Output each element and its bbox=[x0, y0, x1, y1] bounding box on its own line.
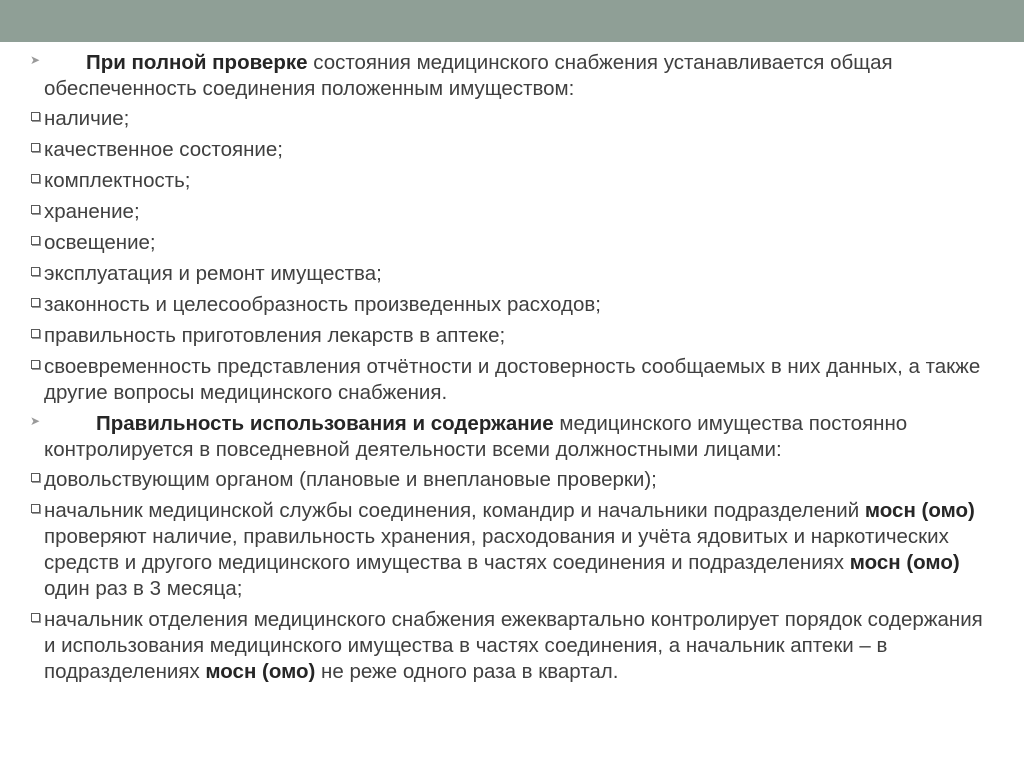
square-bullet-icon bbox=[31, 205, 40, 214]
list-item bbox=[30, 467, 990, 493]
paragraph-usage-control bbox=[30, 411, 990, 463]
list-item-text: наличие; bbox=[44, 107, 130, 130]
list-item bbox=[30, 292, 990, 318]
list-item-text: проверяют наличие, правильность хранения, расходования и учёта ядовитых и наркотических средств и другого медицинского имущества в частях соединения и подразделениях bbox=[44, 525, 949, 574]
square-bullet-icon bbox=[31, 473, 40, 482]
lead-bold-usage-control: Правильность использования и содержание bbox=[96, 412, 554, 435]
square-bullet-icon bbox=[31, 174, 40, 183]
unit-abbreviation: мосн (омо) bbox=[205, 660, 316, 683]
list-item-text: освещение; bbox=[44, 231, 156, 254]
square-bullet-icon bbox=[31, 298, 40, 307]
list-item bbox=[30, 168, 990, 194]
list-item-text: начальник отделения медицинского снабжения ежеквартально контролирует порядок содержания и использования медицинского имущества в частях соединения, а начальник аптеки – в подразделениях bbox=[44, 608, 983, 683]
arrow-bullet-icon: ➤ bbox=[30, 414, 41, 428]
lead-text-full-inspection: состояния медицинского снабжения устанавливается общая обеспеченность соединения положенным имуществом: bbox=[44, 51, 893, 100]
list-item bbox=[30, 498, 990, 602]
list-item-text: комплектность; bbox=[44, 169, 191, 192]
list-item-text: правильность приготовления лекарств в аптеке; bbox=[44, 324, 506, 347]
list-item bbox=[30, 261, 990, 287]
lead-bold-full-inspection: При полной проверке bbox=[86, 51, 308, 74]
square-bullet-icon bbox=[31, 267, 40, 276]
unit-abbreviation: мосн (омо) bbox=[849, 551, 960, 574]
paragraph-full-inspection bbox=[30, 50, 990, 102]
list-item-text: не реже одного раза в квартал. bbox=[315, 660, 619, 683]
slide-content bbox=[30, 50, 990, 690]
list-item-text: довольствующим органом (плановые и внеплановые проверки); bbox=[44, 468, 657, 491]
list-item-text: один раз в 3 месяца; bbox=[44, 577, 243, 600]
lead-text-usage-control: медицинского имущества постоянно контролируется в повседневной деятельности всеми должностными лицами: bbox=[44, 412, 908, 461]
list-item bbox=[30, 199, 990, 225]
square-bullet-icon bbox=[31, 143, 40, 152]
list-item bbox=[30, 106, 990, 132]
list-item bbox=[30, 323, 990, 349]
list-item-text: качественное состояние; bbox=[44, 138, 283, 161]
arrow-bullet-icon: ➤ bbox=[30, 53, 41, 67]
list-item-text: хранение; bbox=[44, 200, 140, 223]
list-item bbox=[30, 230, 990, 256]
list-item-text: законность и целесообразность произведенных расходов; bbox=[44, 293, 601, 316]
top-bar bbox=[0, 0, 1024, 42]
square-bullet-icon bbox=[31, 360, 40, 369]
square-bullet-icon bbox=[31, 236, 40, 245]
list-item-text: своевременность представления отчётности и достоверность сообщаемых в них данных, а также другие вопросы медицинского снабжения. bbox=[44, 355, 981, 404]
list-item-text: начальник медицинской службы соединения, командир и начальники подразделений bbox=[44, 499, 865, 522]
list-item-text: эксплуатация и ремонт имущества; bbox=[44, 262, 382, 285]
square-bullet-icon bbox=[31, 504, 40, 513]
square-bullet-icon bbox=[31, 329, 40, 338]
square-bullet-icon bbox=[31, 112, 40, 121]
list-item bbox=[30, 137, 990, 163]
square-bullet-icon bbox=[31, 613, 40, 622]
list-item bbox=[30, 607, 990, 685]
list-item bbox=[30, 354, 990, 406]
unit-abbreviation: мосн (омо) bbox=[864, 499, 975, 522]
